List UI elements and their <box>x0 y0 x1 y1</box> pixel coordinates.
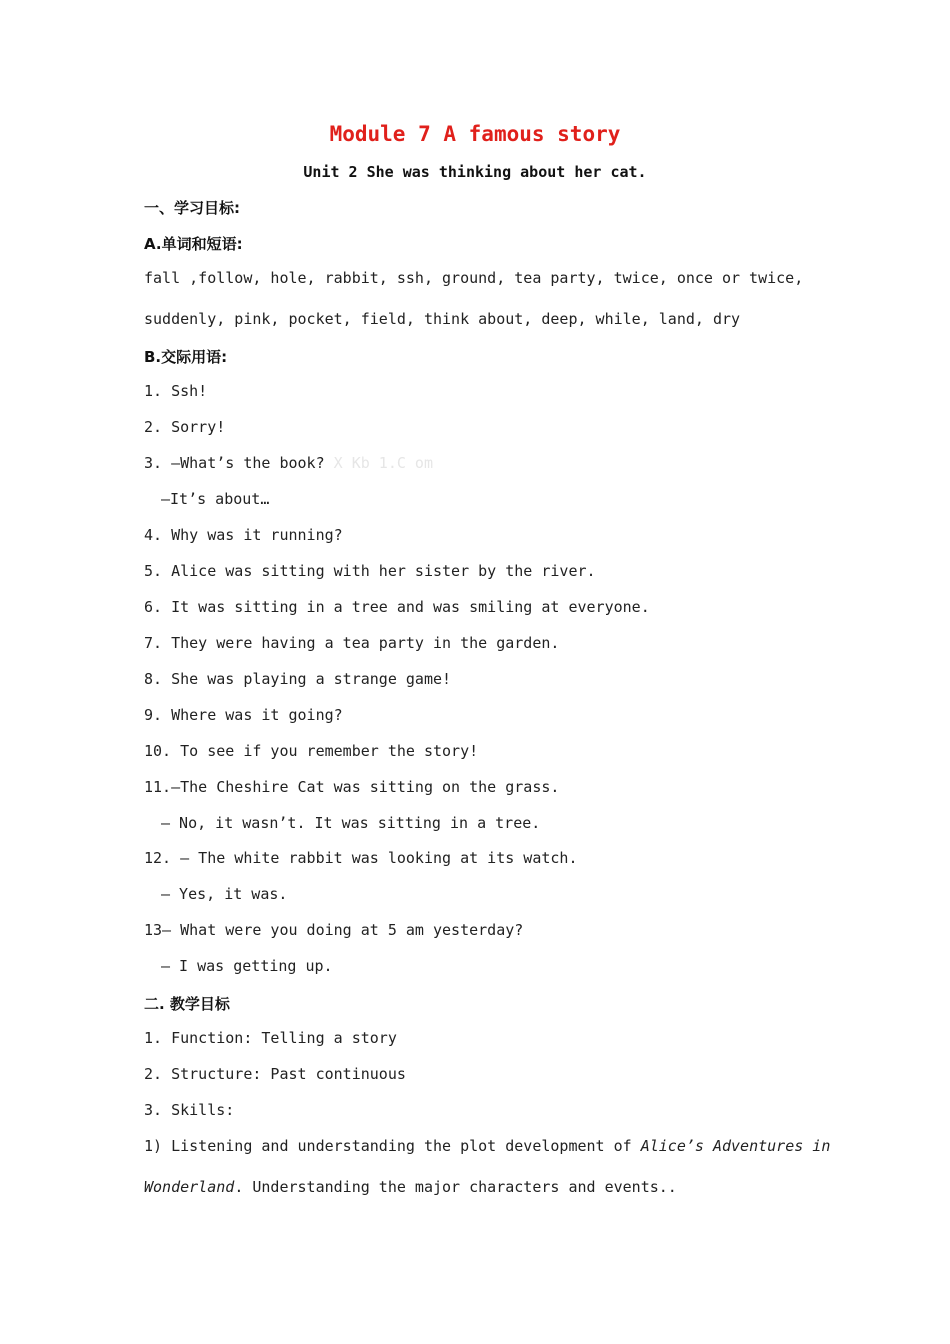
section2-heading: 二. 教学目标 <box>144 995 230 1013</box>
skill-line-2 <box>144 1178 677 1196</box>
section1-heading: 一、学习目标: <box>144 199 240 217</box>
list-item: 12. — The white rabbit was looking at its watch. <box>144 849 578 867</box>
list-item: 2. Structure: Past continuous <box>144 1065 406 1083</box>
list-item: — Yes, it was. <box>161 885 288 903</box>
skill-text: 1) Listening and understanding the plot development of <box>144 1137 641 1155</box>
list-item: 1. Function: Telling a story <box>144 1029 397 1047</box>
book-title: Wonderland <box>144 1178 235 1196</box>
book-title: Alice’s Adventures in <box>640 1137 831 1155</box>
list-item: 13— What were you doing at 5 am yesterday? <box>144 921 524 939</box>
list-item: 5. Alice was sitting with her sister by the river. <box>144 562 596 580</box>
list-item: 7. They were having a tea party in the garden. <box>144 634 560 652</box>
skill-text: . Understanding the major characters and events.. <box>234 1178 677 1196</box>
list-item <box>144 454 433 472</box>
list-item: 11.—The Cheshire Cat was sitting on the grass. <box>144 778 560 796</box>
list-item: 3. Skills: <box>144 1101 235 1119</box>
phrases-heading: B.交际用语: <box>144 348 228 366</box>
list-item: 6. It was sitting in a tree and was smiling at everyone. <box>144 598 650 616</box>
list-item: — No, it wasn’t. It was sitting in a tree. <box>161 814 541 832</box>
list-item: 10. To see if you remember the story! <box>144 742 479 760</box>
list-item-text: 3. —What’s the book? <box>144 454 325 472</box>
vocab-heading: A.单词和短语: <box>144 235 243 253</box>
list-item: 2. Sorry! <box>144 418 226 436</box>
list-item: 1. Ssh! <box>144 382 208 400</box>
watermark-text: X Kb 1.C om <box>333 454 433 472</box>
document-title: Module 7 A famous story <box>329 122 621 146</box>
vocab-line-1: fall ,follow, hole, rabbit, ssh, ground, tea party, twice, once or twice, <box>144 269 804 287</box>
document-subtitle: Unit 2 She was thinking about her cat. <box>303 163 647 181</box>
list-item: — I was getting up. <box>161 957 333 975</box>
vocab-line-2: suddenly, pink, pocket, field, think about, deep, while, land, dry <box>144 310 741 328</box>
list-item: 8. She was playing a strange game! <box>144 670 452 688</box>
list-item: —It’s about… <box>161 490 270 508</box>
list-item: 9. Where was it going? <box>144 706 343 724</box>
skill-line-1 <box>144 1137 830 1155</box>
list-item: 4. Why was it running? <box>144 526 343 544</box>
